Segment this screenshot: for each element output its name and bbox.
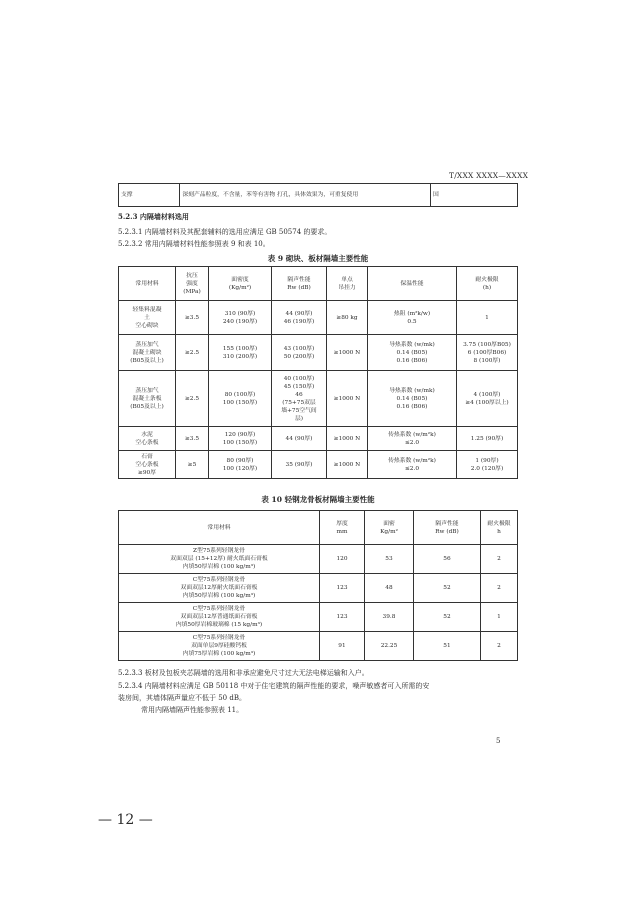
t10-cell: 91 [320,632,365,661]
t10-cell: 1 [481,603,518,632]
folio-page-number: — 12 — [98,812,153,828]
t9-cell: 蒸压加气 混凝土砌块 (B05及以上) [119,335,176,371]
table-row [119,632,518,661]
standard-number: T/XXX XXXX—XXXX [449,171,529,180]
t10-header-thickness: 厚度 mm [320,511,365,545]
t9-cell: 1.25 (90厚) [457,427,518,451]
t10-cell: C型75系列轻钢龙骨 双面双层12厚普通纸面石膏板 内填50厚岩棉玻璃棉 (15 kg/m³) [119,603,320,632]
t10-cell: 53 [365,545,414,574]
t9-cell: 43 (100厚) 50 (200厚) [272,335,327,371]
t9-cell: 1 (90厚) 2.0 (120厚) [457,451,518,479]
t9-cell: 80 (100厚) 100 (150厚) [209,371,272,427]
t9-cell: ≥1000 N [327,451,368,479]
t9-cell: 导热系数 (w/mk) 0.14 (B05) 0.16 (B06) [368,335,457,371]
t9-cell: 40 (100厚) 45 (150厚) 46 (75+75双层 墙+75空气间 层) [272,371,327,427]
t9-cell: 轻集料混凝 土 空心砌块 [119,301,176,335]
t9-cell: 155 (100厚) 310 (200厚) [209,335,272,371]
t10-cell: C型75系列轻钢龙骨 双面单层9厚硅酸钙板 内填75厚岩棉 (100 kg/m³) [119,632,320,661]
t9-cell: ≥1000 N [327,335,368,371]
t9-cell: ≥2.5 [176,335,209,371]
table-10-caption: 表 10 轻钢龙骨板材隔墙主要性能 [261,495,375,504]
t9-cell: ≥3.5 [176,427,209,451]
t10-cell: 123 [320,603,365,632]
t9-cell: ≥2.5 [176,371,209,427]
t9-header-density: 面密度 (Kg/m²) [209,267,272,301]
t9-cell: 44 (90厚) 46 (190厚) [272,301,327,335]
t10-cell: 2 [481,545,518,574]
t10-cell: 52 [414,574,481,603]
table-row [119,371,518,427]
table-10 [118,510,518,661]
t9-cell: 石膏 空心条板 ≥90厚 [119,451,176,479]
clause-5-2-3-4-cont: 装房间，其墙体隔声量应不低于 50 dB。 [118,694,246,702]
clause-5-2-3-3: 5.2.3.3 板材及包板夹芯隔墙的选用和非承应避免尺寸过大无法电梯运输和入户。 [118,669,369,677]
t9-cell: 80 (90厚) 100 (120厚) [209,451,272,479]
t9-cell: 蒸压加气 混凝土条板 (B05及以上) [119,371,176,427]
clause-heading-5-2-3: 5.2.3 内隔墙材料选用 [118,212,189,221]
previous-table-fragment [118,183,518,207]
t10-header-material: 常用材料 [119,511,320,545]
t9-cell: 44 (90厚) [272,427,327,451]
t10-cell: 123 [320,574,365,603]
t9-cell: ≥1000 N [327,427,368,451]
t10-header-sound: 隔声性能 Rw (dB) [414,511,481,545]
t10-header-fire: 耐火极限 h [481,511,518,545]
t9-cell: ≥3.5 [176,301,209,335]
t9-cell: 3.75 (100厚B05) 6 (100厚B06) 8 (100厚) [457,335,518,371]
table-row [119,184,518,207]
table-row [119,301,518,335]
t9-header-fire: 耐火极限 (h) [457,267,518,301]
t9-cell: 310 (90厚) 240 (190厚) [209,301,272,335]
t10-cell: 52 [414,603,481,632]
t9-cell: 传热系数 (w/m²k) ≤2.0 [368,427,457,451]
t10-cell: 120 [320,545,365,574]
table-row [119,335,518,371]
fragment-cell-1: 支撑 [119,184,180,207]
t10-cell: 2 [481,632,518,661]
t9-cell: ≥80 kg [327,301,368,335]
t9-header-material: 常用材料 [119,267,176,301]
t10-cell: 22.25 [365,632,414,661]
t10-cell: 51 [414,632,481,661]
fragment-cell-3: 国 [431,184,518,207]
t9-cell: 120 (90厚) 100 (150厚) [209,427,272,451]
fragment-cell-2: 深刻产品粒度，不含量，苯等有害物 打孔，具体效果为，可重复使用 [180,184,431,207]
clause-5-2-3-4-ref: 常用内隔墙隔声性能参照表 11。 [141,706,244,714]
t10-cell: C型75系列轻钢龙骨 双面双层12厚耐火纸面石膏板 内填50厚岩棉 (100 kg/m³) [119,574,320,603]
t10-cell: 39.8 [365,603,414,632]
t9-cell: 传热系数 (w/m²k) ≤2.0 [368,451,457,479]
t9-cell: 1 [457,301,518,335]
t9-header-insulation: 保温性能 [368,267,457,301]
t9-cell: 热阻 (m²k/w) 0.5 [368,301,457,335]
table-9-header-row [119,267,518,301]
t9-header-strength: 抗压 强度 (MPa) [176,267,209,301]
t10-cell: Z型75系列轻钢龙骨 双面双层 (15+12厚) 耐火纸面石膏板 内填50厚岩棉 (100 kg/m³) [119,545,320,574]
clause-5-2-3-1: 5.2.3.1 内隔墙材料及其配套辅料的选用应满足 GB 50574 的要求。 [118,228,332,236]
t9-header-hanging: 单点 吊挂力 [327,267,368,301]
t9-cell: 35 (90厚) [272,451,327,479]
table-row [119,603,518,632]
t9-cell: 水泥 空心条板 [119,427,176,451]
clause-5-2-3-4: 5.2.3.4 内隔墙材料应满足 GB 50118 中对于住宅建筑的隔声性能的要求，噪声敏感者可入所需的安 [118,682,430,690]
t9-header-sound: 隔声性能 Rw (dB) [272,267,327,301]
inner-page-number: 5 [496,737,501,745]
table-10-header-row [119,511,518,545]
t9-cell: ≥5 [176,451,209,479]
table-row [119,427,518,451]
table-row [119,545,518,574]
t9-cell: 导热系数 (w/mk) 0.14 (B05) 0.16 (B06) [368,371,457,427]
table-9 [118,266,518,479]
table-row [119,451,518,479]
t9-cell: 4 (100厚) ≥4 (100厚以上) [457,371,518,427]
t9-cell: ≥1000 N [327,371,368,427]
t10-header-density: 面密 Kg/m² [365,511,414,545]
table-row [119,574,518,603]
clause-5-2-3-2: 5.2.3.2 常用内隔墙材料性能参照表 9 和表 10。 [118,240,270,248]
table-9-caption: 表 9 砌块、板材隔墙主要性能 [267,254,369,263]
t10-cell: 48 [365,574,414,603]
t10-cell: 56 [414,545,481,574]
t10-cell: 2 [481,574,518,603]
